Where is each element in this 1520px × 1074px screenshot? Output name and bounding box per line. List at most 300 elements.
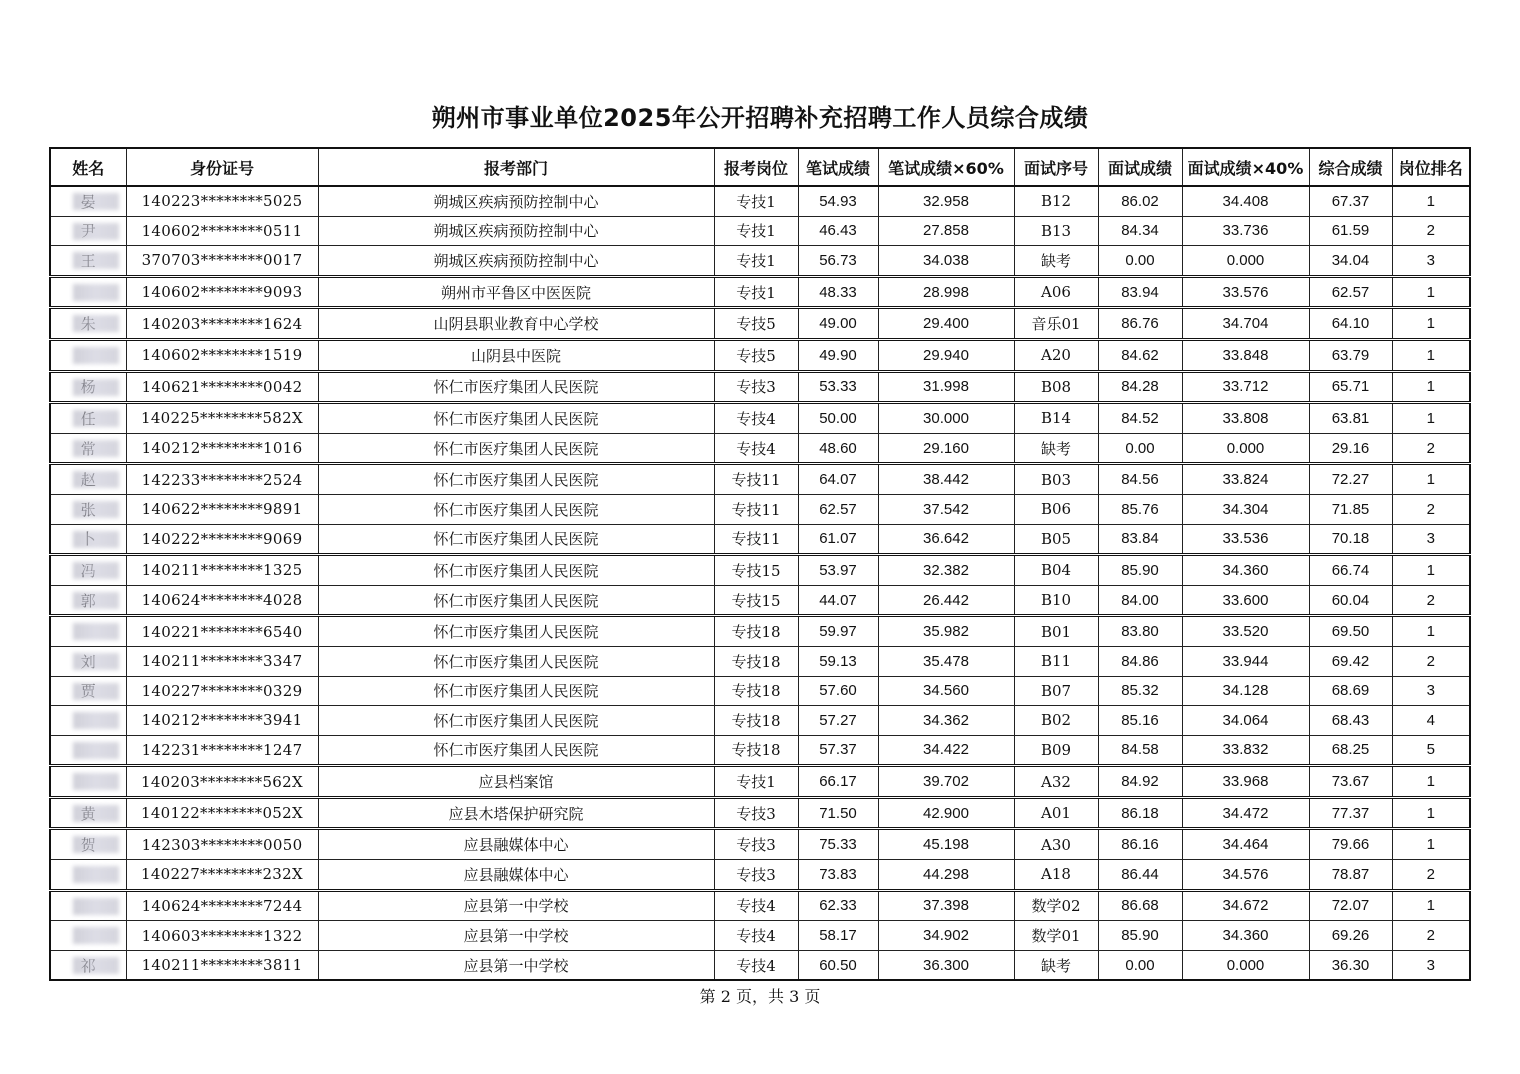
cell-department: 山阴县职业教育中心学校 [318, 308, 714, 340]
cell-name [50, 464, 126, 495]
cell-rank: 1 [1392, 766, 1470, 798]
cell-interview-weighted: 33.736 [1182, 216, 1309, 246]
cell-department: 怀仁市医疗集团人民医院 [318, 706, 714, 736]
cell-id-number: 140222********9069 [126, 524, 318, 555]
cell-interview-order: B09 [1014, 735, 1098, 766]
name-redaction-blur [73, 531, 119, 548]
cell-id-number: 142303********0050 [126, 829, 318, 860]
table-row [50, 829, 1470, 860]
cell-total-score: 63.79 [1309, 339, 1392, 371]
cell-department: 应县融媒体中心 [318, 860, 714, 891]
cell-name [50, 735, 126, 766]
name-redaction-blur [73, 683, 119, 700]
cell-interview-order: A32 [1014, 766, 1098, 798]
cell-interview-score: 83.80 [1098, 616, 1182, 647]
name-redaction-blur [73, 866, 119, 883]
cell-interview-weighted: 34.464 [1182, 829, 1309, 860]
cell-name [50, 921, 126, 951]
cell-department: 怀仁市医疗集团人民医院 [318, 403, 714, 434]
name-redaction-blur [73, 836, 119, 853]
cell-interview-score: 86.02 [1098, 186, 1182, 216]
cell-interview-weighted: 34.672 [1182, 890, 1309, 921]
cell-written-weighted: 36.642 [878, 524, 1014, 555]
cell-written-score: 62.33 [798, 890, 878, 921]
name-redaction-blur [73, 471, 119, 488]
cell-interview-weighted: 0.000 [1182, 950, 1309, 980]
cell-name [50, 403, 126, 434]
cell-interview-score: 84.00 [1098, 585, 1182, 616]
cell-total-score: 69.50 [1309, 616, 1392, 647]
cell-interview-order: B03 [1014, 464, 1098, 495]
table-row [50, 276, 1470, 308]
cell-department: 朔城区疾病预防控制中心 [318, 216, 714, 246]
name-redaction-blur [73, 898, 119, 915]
cell-rank: 3 [1392, 524, 1470, 555]
cell-written-weighted: 35.982 [878, 616, 1014, 647]
cell-id-number: 142231********1247 [126, 735, 318, 766]
cell-interview-weighted: 34.360 [1182, 921, 1309, 951]
cell-name [50, 276, 126, 308]
cell-interview-score: 86.18 [1098, 797, 1182, 829]
table-row [50, 646, 1470, 676]
table-row [50, 735, 1470, 766]
cell-written-score: 56.73 [798, 246, 878, 277]
table-row [50, 246, 1470, 277]
name-redaction-blur [73, 193, 119, 210]
cell-name [50, 890, 126, 921]
cell-written-weighted: 34.038 [878, 246, 1014, 277]
cell-interview-score: 84.28 [1098, 371, 1182, 403]
cell-rank: 2 [1392, 860, 1470, 891]
cell-written-score: 57.27 [798, 706, 878, 736]
cell-written-weighted: 37.542 [878, 494, 1014, 524]
cell-rank: 1 [1392, 890, 1470, 921]
cell-department: 朔城区疾病预防控制中心 [318, 246, 714, 277]
cell-post: 专技18 [714, 616, 798, 647]
header-interview-order: 面试序号 [1014, 148, 1098, 186]
cell-total-score: 67.37 [1309, 186, 1392, 216]
cell-post: 专技1 [714, 186, 798, 216]
cell-id-number: 370703********0017 [126, 246, 318, 277]
cell-interview-weighted: 34.128 [1182, 676, 1309, 706]
cell-written-score: 60.50 [798, 950, 878, 980]
name-redaction-blur [73, 562, 119, 579]
cell-total-score: 69.26 [1309, 921, 1392, 951]
cell-post: 专技11 [714, 524, 798, 555]
cell-written-weighted: 30.000 [878, 403, 1014, 434]
cell-interview-weighted: 33.536 [1182, 524, 1309, 555]
cell-interview-weighted: 34.472 [1182, 797, 1309, 829]
cell-department: 应县融媒体中心 [318, 829, 714, 860]
cell-written-score: 57.60 [798, 676, 878, 706]
cell-post: 专技15 [714, 585, 798, 616]
cell-total-score: 29.16 [1309, 433, 1392, 464]
cell-post: 专技18 [714, 646, 798, 676]
cell-written-weighted: 29.940 [878, 339, 1014, 371]
header-total-score: 综合成绩 [1309, 148, 1392, 186]
cell-post: 专技1 [714, 216, 798, 246]
header-interview-score: 面试成绩 [1098, 148, 1182, 186]
cell-interview-score: 83.84 [1098, 524, 1182, 555]
cell-department: 怀仁市医疗集团人民医院 [318, 494, 714, 524]
cell-written-weighted: 39.702 [878, 766, 1014, 798]
header-name: 姓名 [50, 148, 126, 186]
cell-written-weighted: 27.858 [878, 216, 1014, 246]
cell-interview-order: B04 [1014, 555, 1098, 586]
cell-name [50, 524, 126, 555]
cell-id-number: 140203********1624 [126, 308, 318, 340]
cell-interview-score: 84.62 [1098, 339, 1182, 371]
cell-interview-order: A20 [1014, 339, 1098, 371]
table-row [50, 308, 1470, 340]
cell-name [50, 371, 126, 403]
cell-interview-score: 84.52 [1098, 403, 1182, 434]
cell-rank: 2 [1392, 585, 1470, 616]
cell-id-number: 140227********232X [126, 860, 318, 891]
cell-interview-score: 86.44 [1098, 860, 1182, 891]
cell-interview-score: 84.58 [1098, 735, 1182, 766]
cell-interview-score: 86.76 [1098, 308, 1182, 340]
cell-total-score: 78.87 [1309, 860, 1392, 891]
cell-rank: 1 [1392, 308, 1470, 340]
cell-id-number: 140624********4028 [126, 585, 318, 616]
cell-name [50, 676, 126, 706]
cell-written-score: 58.17 [798, 921, 878, 951]
cell-total-score: 71.85 [1309, 494, 1392, 524]
cell-interview-order: B06 [1014, 494, 1098, 524]
cell-total-score: 77.37 [1309, 797, 1392, 829]
cell-written-score: 48.33 [798, 276, 878, 308]
cell-post: 专技3 [714, 371, 798, 403]
table-row [50, 616, 1470, 647]
cell-written-score: 61.07 [798, 524, 878, 555]
cell-name [50, 585, 126, 616]
table-row [50, 433, 1470, 464]
cell-rank: 1 [1392, 339, 1470, 371]
cell-total-score: 61.59 [1309, 216, 1392, 246]
cell-written-score: 62.57 [798, 494, 878, 524]
cell-written-weighted: 35.478 [878, 646, 1014, 676]
cell-written-score: 48.60 [798, 433, 878, 464]
cell-interview-order: 音乐01 [1014, 308, 1098, 340]
cell-interview-weighted: 33.848 [1182, 339, 1309, 371]
table-row [50, 921, 1470, 951]
cell-interview-order: B12 [1014, 186, 1098, 216]
cell-interview-weighted: 33.600 [1182, 585, 1309, 616]
name-redaction-blur [73, 927, 119, 944]
cell-interview-score: 85.32 [1098, 676, 1182, 706]
cell-interview-order: B02 [1014, 706, 1098, 736]
cell-written-score: 64.07 [798, 464, 878, 495]
cell-written-weighted: 32.382 [878, 555, 1014, 586]
cell-rank: 2 [1392, 921, 1470, 951]
cell-written-weighted: 38.442 [878, 464, 1014, 495]
name-redaction-blur [73, 410, 119, 427]
cell-total-score: 64.10 [1309, 308, 1392, 340]
name-redaction-blur [73, 712, 119, 729]
table-row [50, 706, 1470, 736]
cell-total-score: 79.66 [1309, 829, 1392, 860]
cell-total-score: 62.57 [1309, 276, 1392, 308]
cell-department: 应县第一中学校 [318, 890, 714, 921]
cell-interview-weighted: 33.712 [1182, 371, 1309, 403]
cell-name [50, 308, 126, 340]
header-department: 报考部门 [318, 148, 714, 186]
cell-interview-score: 86.68 [1098, 890, 1182, 921]
cell-rank: 1 [1392, 371, 1470, 403]
name-redaction-blur [73, 347, 119, 364]
table-row [50, 186, 1470, 216]
name-redaction-blur [73, 501, 119, 518]
cell-interview-order: 缺考 [1014, 246, 1098, 277]
table-row [50, 464, 1470, 495]
cell-rank: 1 [1392, 555, 1470, 586]
cell-total-score: 66.74 [1309, 555, 1392, 586]
name-redaction-blur [73, 805, 119, 822]
cell-total-score: 68.69 [1309, 676, 1392, 706]
cell-interview-weighted: 33.520 [1182, 616, 1309, 647]
cell-total-score: 70.18 [1309, 524, 1392, 555]
cell-written-score: 59.97 [798, 616, 878, 647]
cell-written-score: 54.93 [798, 186, 878, 216]
cell-interview-weighted: 33.808 [1182, 403, 1309, 434]
cell-name [50, 706, 126, 736]
header-written-score: 笔试成绩 [798, 148, 878, 186]
cell-name [50, 433, 126, 464]
table-row [50, 890, 1470, 921]
cell-total-score: 65.71 [1309, 371, 1392, 403]
cell-written-weighted: 29.400 [878, 308, 1014, 340]
cell-interview-score: 85.90 [1098, 921, 1182, 951]
cell-post: 专技18 [714, 735, 798, 766]
cell-name [50, 339, 126, 371]
cell-id-number: 140624********7244 [126, 890, 318, 921]
table-row [50, 555, 1470, 586]
cell-name [50, 186, 126, 216]
cell-department: 怀仁市医疗集团人民医院 [318, 735, 714, 766]
name-redaction-blur [73, 957, 119, 974]
cell-interview-score: 84.34 [1098, 216, 1182, 246]
cell-name [50, 950, 126, 980]
header-interview-weighted: 面试成绩×40% [1182, 148, 1309, 186]
cell-interview-score: 84.92 [1098, 766, 1182, 798]
cell-written-score: 75.33 [798, 829, 878, 860]
cell-id-number: 140122********052X [126, 797, 318, 829]
table-row [50, 797, 1470, 829]
cell-post: 专技4 [714, 433, 798, 464]
cell-interview-order: 数学01 [1014, 921, 1098, 951]
cell-written-weighted: 31.998 [878, 371, 1014, 403]
cell-post: 专技3 [714, 829, 798, 860]
cell-rank: 1 [1392, 829, 1470, 860]
cell-total-score: 63.81 [1309, 403, 1392, 434]
cell-interview-score: 84.86 [1098, 646, 1182, 676]
cell-post: 专技18 [714, 676, 798, 706]
table-row [50, 676, 1470, 706]
cell-department: 怀仁市医疗集团人民医院 [318, 433, 714, 464]
cell-written-weighted: 32.958 [878, 186, 1014, 216]
cell-name [50, 766, 126, 798]
cell-id-number: 140227********0329 [126, 676, 318, 706]
cell-department: 朔城区疾病预防控制中心 [318, 186, 714, 216]
cell-interview-order: A06 [1014, 276, 1098, 308]
cell-interview-weighted: 34.704 [1182, 308, 1309, 340]
cell-rank: 2 [1392, 433, 1470, 464]
cell-name [50, 216, 126, 246]
cell-post: 专技5 [714, 339, 798, 371]
cell-post: 专技4 [714, 921, 798, 951]
cell-interview-order: A01 [1014, 797, 1098, 829]
cell-written-score: 44.07 [798, 585, 878, 616]
name-redaction-blur [73, 252, 119, 269]
cell-interview-score: 0.00 [1098, 950, 1182, 980]
cell-interview-order: A18 [1014, 860, 1098, 891]
cell-rank: 4 [1392, 706, 1470, 736]
cell-interview-order: B11 [1014, 646, 1098, 676]
cell-rank: 3 [1392, 950, 1470, 980]
table-row [50, 524, 1470, 555]
header-written-weighted: 笔试成绩×60% [878, 148, 1014, 186]
cell-written-score: 50.00 [798, 403, 878, 434]
cell-interview-weighted: 0.000 [1182, 433, 1309, 464]
cell-interview-order: 数学02 [1014, 890, 1098, 921]
cell-interview-order: B13 [1014, 216, 1098, 246]
table-row [50, 494, 1470, 524]
cell-written-weighted: 26.442 [878, 585, 1014, 616]
table-row [50, 950, 1470, 980]
cell-interview-score: 85.16 [1098, 706, 1182, 736]
cell-id-number: 140603********1322 [126, 921, 318, 951]
cell-id-number: 140211********3811 [126, 950, 318, 980]
cell-written-score: 53.97 [798, 555, 878, 586]
name-redaction-blur [73, 223, 119, 240]
table-body [50, 186, 1470, 980]
table-row [50, 860, 1470, 891]
cell-total-score: 72.07 [1309, 890, 1392, 921]
table-row [50, 216, 1470, 246]
cell-id-number: 140212********3941 [126, 706, 318, 736]
cell-interview-score: 85.90 [1098, 555, 1182, 586]
cell-total-score: 68.25 [1309, 735, 1392, 766]
cell-id-number: 140211********3347 [126, 646, 318, 676]
cell-department: 怀仁市医疗集团人民医院 [318, 555, 714, 586]
cell-rank: 1 [1392, 464, 1470, 495]
cell-department: 应县第一中学校 [318, 950, 714, 980]
cell-rank: 2 [1392, 494, 1470, 524]
cell-rank: 5 [1392, 735, 1470, 766]
cell-interview-weighted: 34.360 [1182, 555, 1309, 586]
cell-id-number: 140223********5025 [126, 186, 318, 216]
cell-interview-score: 84.56 [1098, 464, 1182, 495]
cell-written-weighted: 45.198 [878, 829, 1014, 860]
cell-interview-score: 85.76 [1098, 494, 1182, 524]
cell-interview-weighted: 34.576 [1182, 860, 1309, 891]
name-redaction-blur [73, 623, 119, 640]
cell-total-score: 68.43 [1309, 706, 1392, 736]
name-redaction-blur [73, 773, 119, 790]
cell-written-weighted: 29.160 [878, 433, 1014, 464]
table-row [50, 585, 1470, 616]
cell-post: 专技18 [714, 706, 798, 736]
cell-id-number: 140203********562X [126, 766, 318, 798]
cell-written-score: 57.37 [798, 735, 878, 766]
name-redaction-blur [73, 742, 119, 759]
cell-rank: 3 [1392, 246, 1470, 277]
table-row [50, 371, 1470, 403]
cell-name [50, 646, 126, 676]
scores-table [49, 147, 1471, 981]
cell-rank: 1 [1392, 276, 1470, 308]
cell-department: 应县档案馆 [318, 766, 714, 798]
cell-written-weighted: 42.900 [878, 797, 1014, 829]
name-redaction-blur [73, 440, 119, 457]
cell-id-number: 142233********2524 [126, 464, 318, 495]
cell-id-number: 140211********1325 [126, 555, 318, 586]
cell-interview-weighted: 34.064 [1182, 706, 1309, 736]
cell-written-weighted: 44.298 [878, 860, 1014, 891]
cell-post: 专技1 [714, 276, 798, 308]
cell-name [50, 494, 126, 524]
cell-interview-score: 0.00 [1098, 246, 1182, 277]
cell-post: 专技3 [714, 797, 798, 829]
cell-department: 怀仁市医疗集团人民医院 [318, 616, 714, 647]
cell-written-score: 73.83 [798, 860, 878, 891]
cell-rank: 1 [1392, 186, 1470, 216]
cell-rank: 1 [1392, 797, 1470, 829]
cell-interview-order: B10 [1014, 585, 1098, 616]
cell-rank: 2 [1392, 646, 1470, 676]
cell-name [50, 829, 126, 860]
cell-name [50, 246, 126, 277]
table-row [50, 339, 1470, 371]
cell-post: 专技4 [714, 890, 798, 921]
cell-interview-weighted: 0.000 [1182, 246, 1309, 277]
cell-post: 专技1 [714, 766, 798, 798]
cell-written-score: 49.90 [798, 339, 878, 371]
table-header-row [50, 148, 1470, 186]
cell-interview-weighted: 33.968 [1182, 766, 1309, 798]
cell-interview-score: 0.00 [1098, 433, 1182, 464]
cell-name [50, 860, 126, 891]
cell-interview-order: B07 [1014, 676, 1098, 706]
cell-interview-weighted: 33.944 [1182, 646, 1309, 676]
cell-interview-order: B14 [1014, 403, 1098, 434]
cell-written-weighted: 28.998 [878, 276, 1014, 308]
cell-total-score: 60.04 [1309, 585, 1392, 616]
cell-interview-order: A30 [1014, 829, 1098, 860]
cell-written-weighted: 37.398 [878, 890, 1014, 921]
cell-total-score: 34.04 [1309, 246, 1392, 277]
name-redaction-blur [73, 284, 119, 301]
cell-written-score: 53.33 [798, 371, 878, 403]
cell-interview-weighted: 34.408 [1182, 186, 1309, 216]
cell-written-score: 71.50 [798, 797, 878, 829]
header-id-number: 身份证号 [126, 148, 318, 186]
cell-total-score: 72.27 [1309, 464, 1392, 495]
cell-interview-order: 缺考 [1014, 950, 1098, 980]
cell-department: 怀仁市医疗集团人民医院 [318, 371, 714, 403]
cell-written-weighted: 36.300 [878, 950, 1014, 980]
cell-written-score: 46.43 [798, 216, 878, 246]
cell-id-number: 140602********0511 [126, 216, 318, 246]
page-title: 朔州市事业单位2025年公开招聘补充招聘工作人员综合成绩 [431, 104, 1089, 132]
cell-written-weighted: 34.560 [878, 676, 1014, 706]
cell-id-number: 140602********9093 [126, 276, 318, 308]
cell-interview-order: B08 [1014, 371, 1098, 403]
cell-interview-score: 86.16 [1098, 829, 1182, 860]
cell-interview-weighted: 34.304 [1182, 494, 1309, 524]
cell-department: 怀仁市医疗集团人民医院 [318, 585, 714, 616]
